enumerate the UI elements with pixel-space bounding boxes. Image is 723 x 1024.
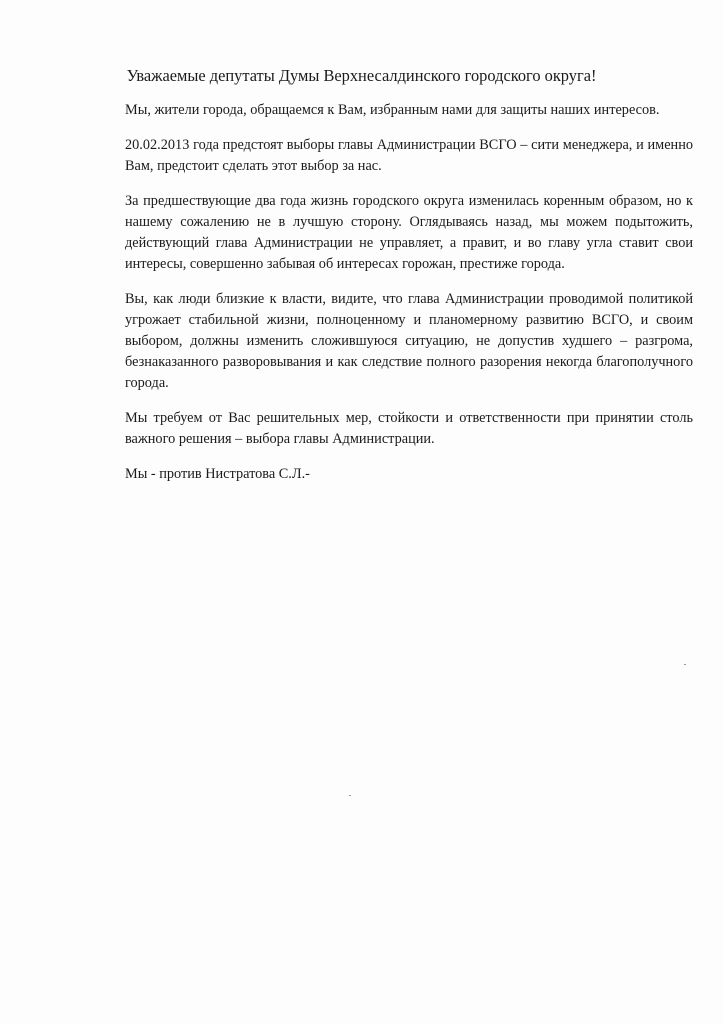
document-title: Уважаемые депутаты Думы Верхнесалдинского городского округа! [126, 66, 597, 85]
paragraph-demand: Мы требуем от Вас решительных мер, стойкости и ответственности при принятии столь важного решения – выбора главы Администрации. [125, 410, 693, 447]
paragraph-past-two-years: За предшествующие два года жизнь городского округа изменилась коренным образом, но к нашему сожалению не в лучшую сторону. Оглядываясь назад, мы можем подытожить, действующий глава Администрации не управляет, а правит, и во главу угла ставит свои интересы, совершенно забывая об интересах горожан, престиже города. [125, 193, 693, 272]
paragraph-appeal: Мы, жители города, обращаемся к Вам, избранным нами для защиты наших интересов. [125, 102, 660, 118]
paragraph-threat: Вы, как люди близкие к власти, видите, что глава Администрации проводимой политикой угрожает стабильной жизни, полноценному и планомерному развитию ВСГО, и своим выбором, должны изменить сложившуюся ситуацию, не допустив худшего – разгрома, безнаказанного разворовывания и как следствие полного разорения некогда благополучного города. [125, 291, 693, 391]
document-body [125, 100, 693, 499]
scan-speck [684, 664, 686, 665]
scan-speck [349, 795, 351, 796]
paragraph-election-date: 20.02.2013 года предстоят выборы главы Администрации ВСГО – сити менеджера, и именно Вам, предстоит сделать этот выбор за нас. [125, 137, 693, 174]
paragraph-against: Мы - против Нистратова С.Л.- [125, 466, 310, 482]
